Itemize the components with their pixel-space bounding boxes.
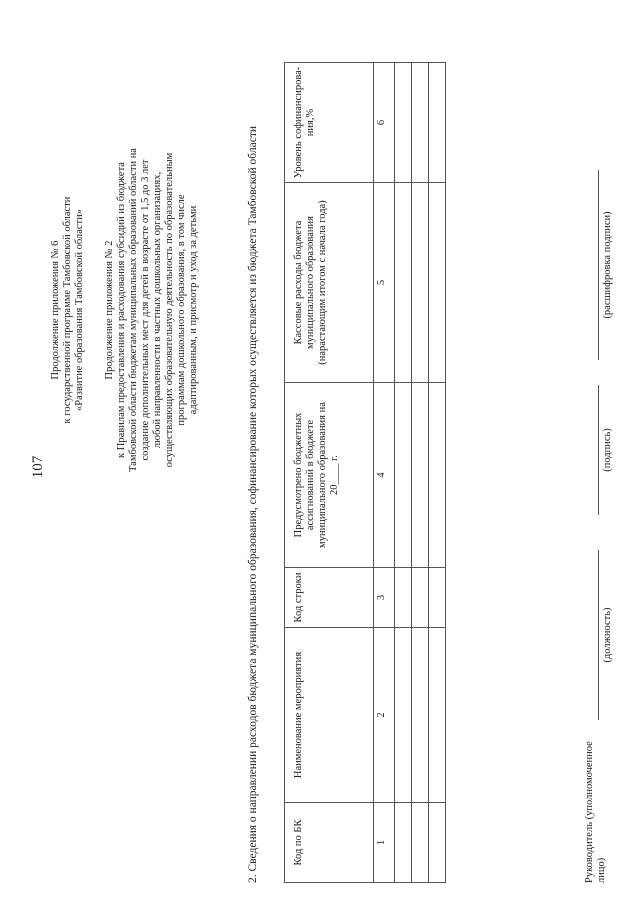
expenditure-table	[284, 62, 446, 883]
empty-cell	[412, 803, 429, 883]
number-cell: 1	[374, 803, 395, 883]
empty-cell	[395, 183, 412, 383]
number-cell: 2	[374, 628, 395, 803]
header-cell: Уровень софинансирова-ния,%	[285, 63, 374, 183]
appendix-sub-line: Тамбовской области бюджетам муниципальных образований области на	[128, 148, 139, 472]
signature-label: (подпись)	[602, 428, 613, 472]
header-cell: Наименование мероприятия	[285, 628, 374, 803]
position-line	[598, 550, 599, 720]
table-header-row	[285, 63, 374, 883]
page-number: 107	[30, 455, 46, 479]
appendix-sub-line: любой направленности в частных дошкольных организациях,	[152, 171, 163, 449]
appendix-main-header	[50, 15, 86, 605]
decoding-line	[598, 170, 599, 360]
appendix-sub-line: Продолжение приложения № 2	[104, 240, 115, 380]
empty-cell	[412, 183, 429, 383]
appendix-sub-line: создание дополнительных мест для детей в возрасте от 1,5 до 3 лет	[140, 159, 151, 461]
appendix-sub-line: программам дошкольного образования, в том числе	[176, 194, 187, 426]
empty-cell	[412, 628, 429, 803]
header-cell: Код по БК	[285, 803, 374, 883]
appendix-main-line: к государственной программе Тамбовской области	[62, 196, 73, 424]
empty-cell	[429, 568, 446, 628]
number-cell: 5	[374, 183, 395, 383]
empty-cell	[395, 628, 412, 803]
appendix-main-line: «Развитие образования Тамбовской области»	[74, 209, 85, 411]
empty-cell	[429, 628, 446, 803]
appendix-sub-line: адаптированным, и присмотр и уход за детьми	[188, 205, 199, 415]
empty-cell	[412, 568, 429, 628]
empty-cell	[395, 383, 412, 568]
empty-cell	[412, 383, 429, 568]
appendix-sub-line: к Правилам предоставления и расходования субсидий из бюджета	[116, 162, 127, 458]
empty-cell	[395, 568, 412, 628]
table-number-row	[374, 63, 395, 883]
signature-line	[598, 385, 599, 515]
signatory-role: Руководитель (уполномоченное лицо)	[584, 741, 607, 883]
table-row	[429, 63, 446, 883]
empty-cell	[429, 183, 446, 383]
header-cell: Код строки	[285, 568, 374, 628]
empty-cell	[395, 803, 412, 883]
appendix-sub-header	[104, 15, 200, 605]
appendix-main-line: Продолжение приложения № 6	[50, 240, 61, 380]
section-caption: 2. Сведения о направлении расходов бюджета муниципального образования, софинансирование которых осуществляется из бюджета Тамбовской области	[247, 126, 259, 883]
number-cell: 3	[374, 568, 395, 628]
header-cell: Кассовые расходы бюджета муниципального образования (нарастающим итогом с начала года)	[285, 183, 374, 383]
empty-cell	[395, 63, 412, 183]
empty-cell	[429, 63, 446, 183]
header-cell: Предусмотрено бюджетных ассигнований в бюджете муниципального образования на 20____ г.	[285, 383, 374, 568]
empty-cell	[412, 63, 429, 183]
appendix-sub-line: осуществляющих образовательную деятельность по образовательным	[164, 152, 175, 468]
table-row	[395, 63, 412, 883]
number-cell: 6	[374, 63, 395, 183]
decoding-label: (расшифровка подписи)	[602, 211, 613, 319]
empty-cell	[429, 383, 446, 568]
number-cell: 4	[374, 383, 395, 568]
empty-cell	[429, 803, 446, 883]
table-row	[412, 63, 429, 883]
position-label: (должность)	[602, 607, 613, 663]
